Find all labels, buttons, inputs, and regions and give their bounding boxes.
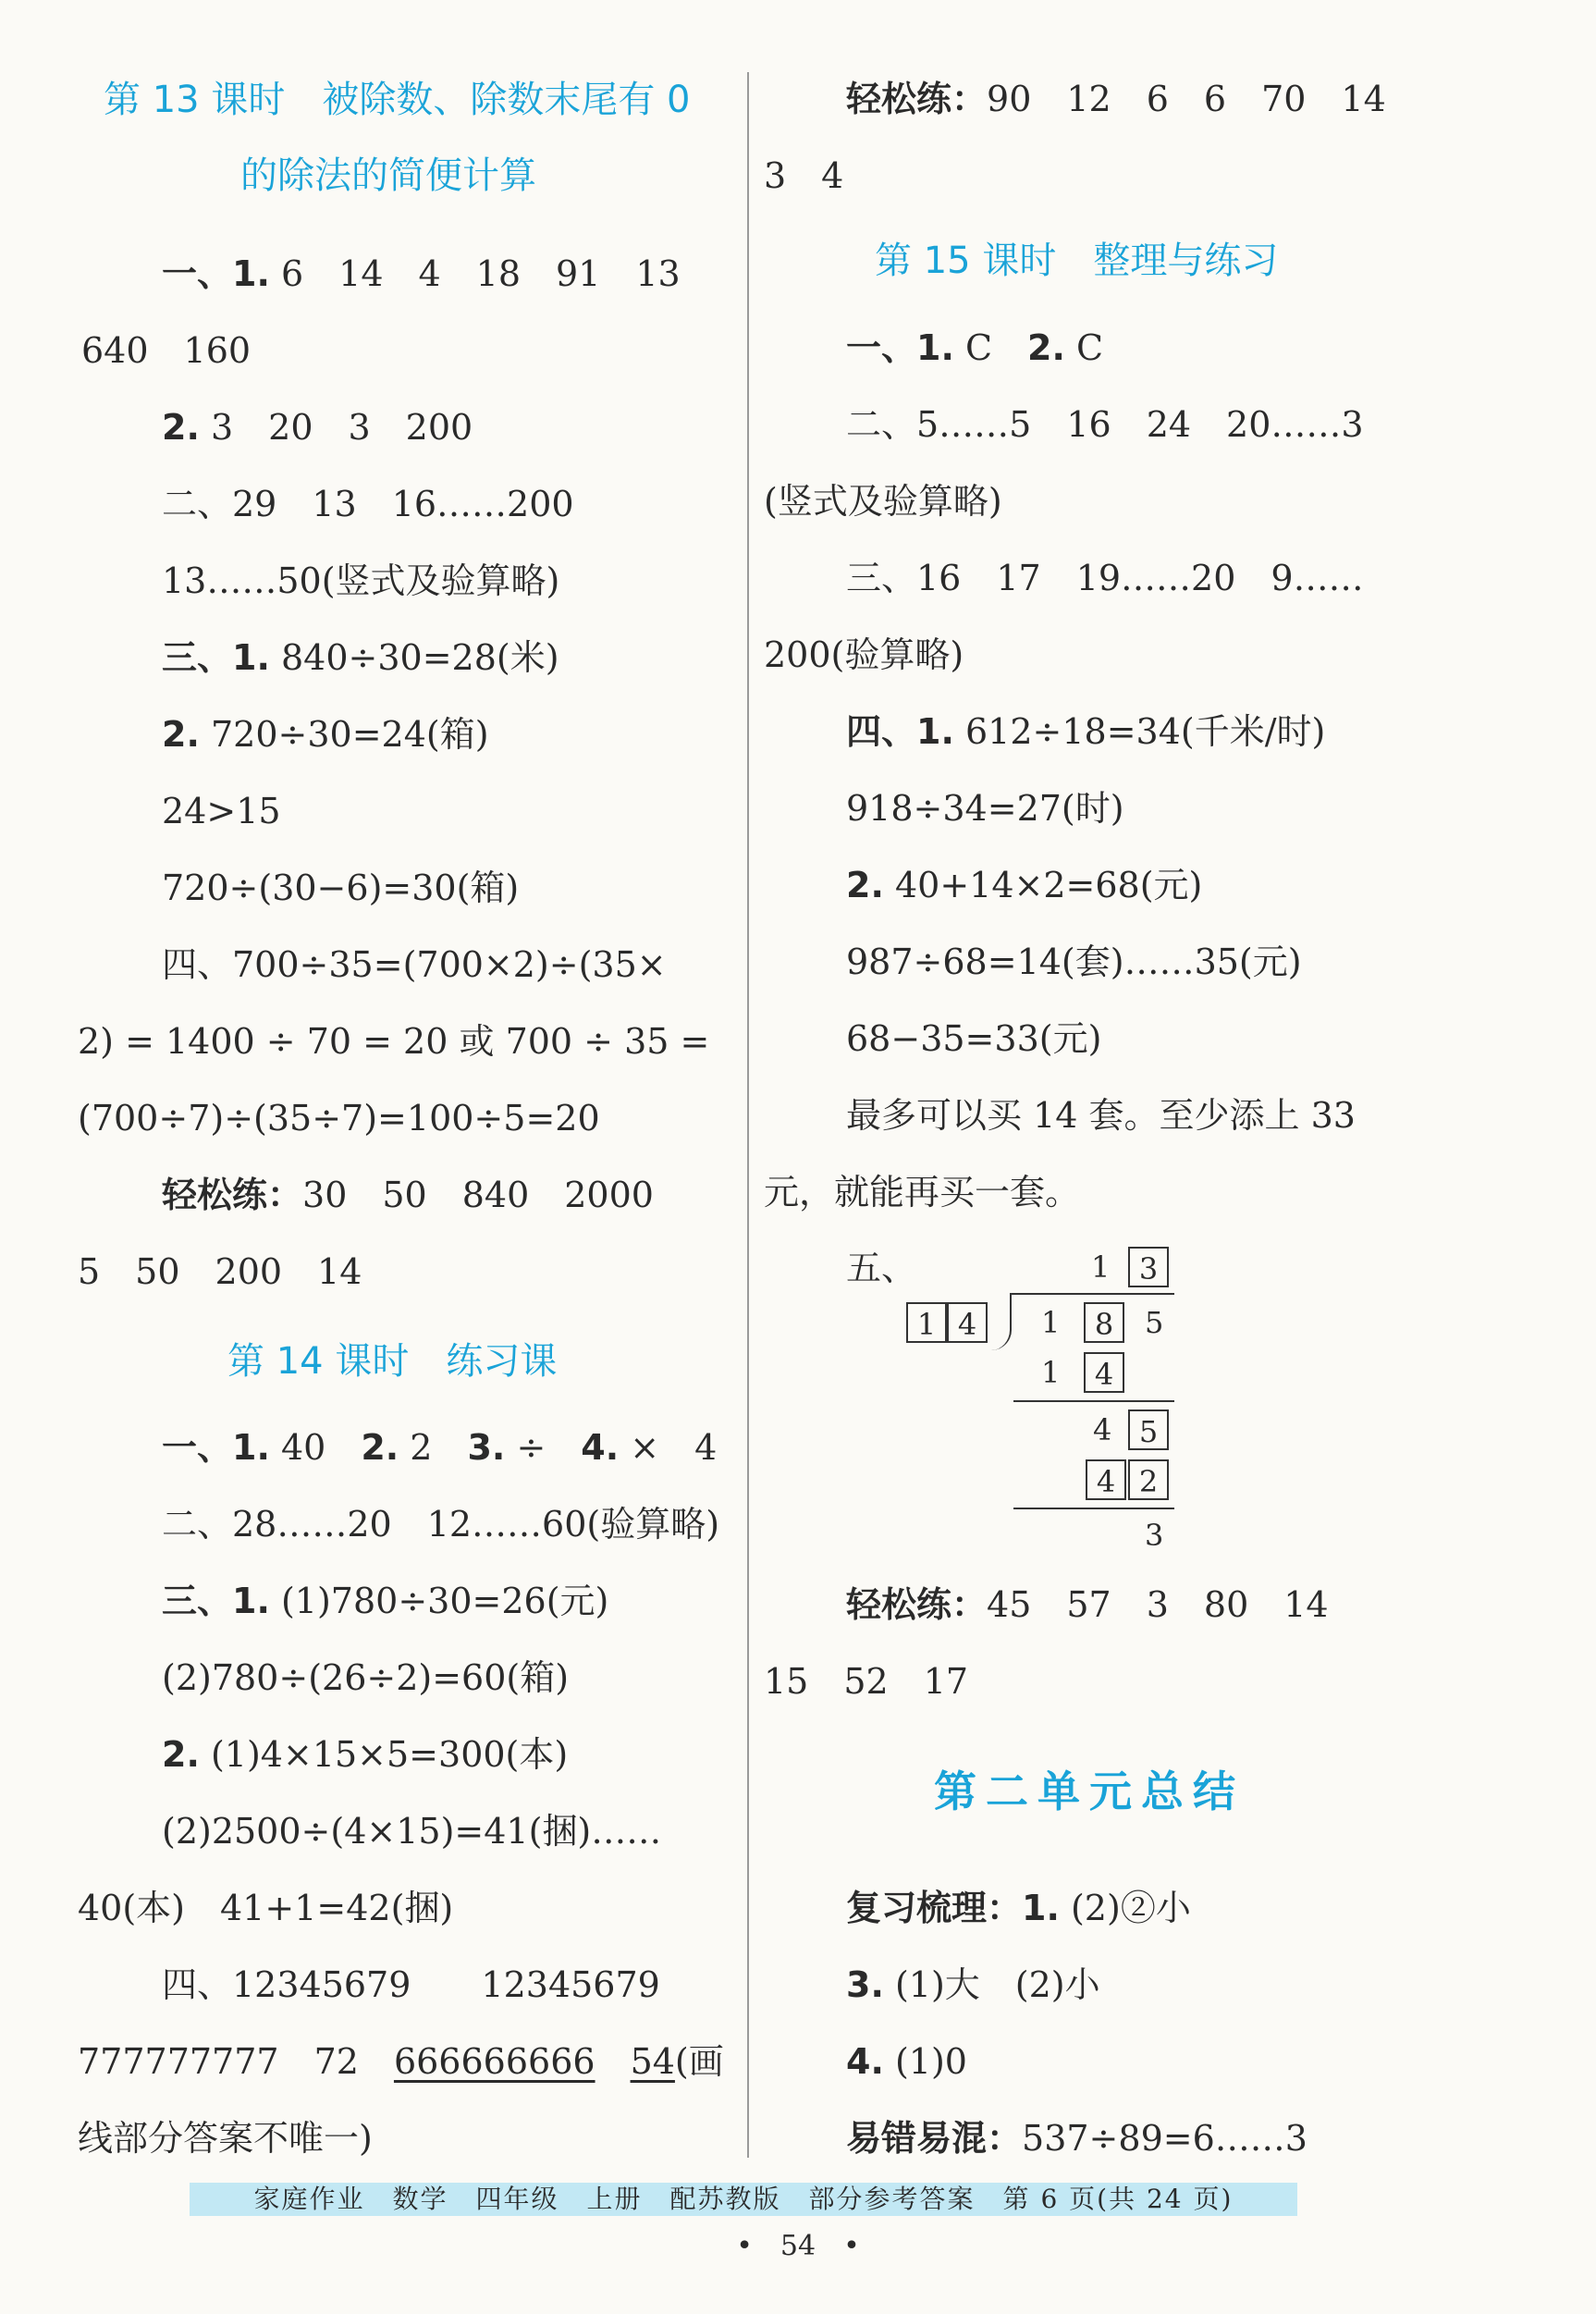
division-bracket <box>989 1293 1012 1350</box>
lesson15-q5-label: 五、 <box>846 1248 917 1288</box>
lesson14-line3: 三、1. (1)780÷30=26(元) <box>162 1581 609 1621</box>
final-remainder: 3 <box>1145 1518 1164 1553</box>
lesson13-title-line2: 的除法的简便计算 <box>240 154 536 197</box>
lesson15-line5: 200(验算略) <box>764 634 964 675</box>
quotient-box: 3 <box>1128 1247 1169 1287</box>
lesson13-line5: 13……50(竖式及验算略) <box>162 560 560 601</box>
subtract1-box: 4 <box>1084 1352 1124 1393</box>
column-divider <box>747 72 749 2158</box>
summary-line4: 易错易混：537÷89=6……3 <box>846 2118 1307 2159</box>
dividend-digit-3: 5 <box>1145 1305 1164 1340</box>
lesson13-line14: 5 50 200 14 <box>78 1251 362 1292</box>
lesson14-line1: 一、1. 40 2. 2 3. ÷ 4. × 4 <box>162 1427 718 1468</box>
remainder1-box: 5 <box>1128 1409 1169 1450</box>
lesson15-line1: 一、1. C 2. C <box>846 327 1104 368</box>
lesson14-line2: 二、28……20 12……60(验算略) <box>162 1504 720 1545</box>
dividend-box: 8 <box>1084 1302 1124 1343</box>
division-line-1 <box>1013 1400 1174 1402</box>
lesson13-line9: 720÷(30−6)=30(箱) <box>162 868 520 908</box>
division-bar <box>1010 1293 1174 1295</box>
lesson13-line8: 24>15 <box>162 791 281 831</box>
lesson13-line11: 2) = 1400 ÷ 70 = 20 或 700 ÷ 35 = <box>78 1021 710 1062</box>
right-easy-practice: 轻松练：90 12 6 6 70 14 <box>846 79 1386 119</box>
lesson15-line8: 2. 40+14×2=68(元) <box>846 865 1203 905</box>
lesson13-line6: 三、1. 840÷30=28(米) <box>162 637 559 678</box>
page-number: • 54 • <box>736 2230 860 2262</box>
lesson15-title: 第 15 课时 整理与练习 <box>875 240 1279 282</box>
lesson14-line4: (2)780÷(26÷2)=60(箱) <box>162 1657 570 1698</box>
lesson13-line10: 四、700÷35=(700×2)÷(35× <box>162 944 667 985</box>
division-line-2 <box>1013 1508 1174 1509</box>
subtract2-box-2: 2 <box>1128 1459 1169 1500</box>
lesson14-line10: 线部分答案不唯一) <box>78 2118 373 2159</box>
divisor-box-1: 1 <box>906 1302 947 1343</box>
lesson13-title-line1: 第 13 课时 被除数、除数末尾有 0 <box>104 79 691 121</box>
unit2-summary-title: 第二单元总结 <box>934 1766 1245 1816</box>
lesson15-line9: 987÷68=14(套)……35(元) <box>846 942 1302 982</box>
right-easy-practice-cont: 3 4 <box>764 155 844 196</box>
lesson15-line6: 四、1. 612÷18=34(千米/时) <box>846 711 1326 752</box>
divisor-box-2: 4 <box>947 1302 988 1343</box>
subtract2-box-1: 4 <box>1086 1459 1126 1500</box>
lesson15-line10: 68−35=33(元) <box>846 1018 1102 1059</box>
lesson13-line1: 一、1. 6 14 4 18 91 13 <box>162 253 681 294</box>
lesson13-line2: 640 160 <box>81 330 252 371</box>
remainder1-digit: 4 <box>1093 1412 1112 1447</box>
lesson14-line9: 777777777 72 666666666 54(画 <box>78 2041 724 2082</box>
lesson14-line8: 四、12345679 12345679 <box>162 1964 660 2005</box>
summary-line1: 复习梳理：1. (2)②小 <box>846 1888 1191 1928</box>
lesson13-line3: 2. 3 20 3 200 <box>162 407 473 448</box>
lesson14-title: 第 14 课时 练习课 <box>227 1340 558 1383</box>
lesson13-line12: (700÷7)÷(35÷7)=100÷5=20 <box>78 1098 600 1139</box>
lesson14-line5: 2. (1)4×15×5=300(本) <box>162 1734 569 1775</box>
footer-text: 家庭作业 数学 四年级 上册 配苏教版 部分参考答案 第 6 页(共 24 页) <box>253 2184 1234 2214</box>
quotient-digit: 1 <box>1091 1249 1111 1285</box>
lesson13-line7: 2. 720÷30=24(箱) <box>162 714 489 755</box>
lesson13-line4: 二、29 13 16……200 <box>162 484 574 524</box>
summary-line3: 4. (1)0 <box>846 2041 967 2082</box>
footer-bar <box>190 2183 1297 2216</box>
lesson15-easy-practice-cont: 15 52 17 <box>764 1661 969 1702</box>
lesson15-line7: 918÷34=27(时) <box>846 788 1124 829</box>
lesson13-easy-practice: 轻松练：30 50 840 2000 <box>162 1175 654 1215</box>
subtract1-digit: 1 <box>1041 1355 1061 1390</box>
dividend-digit-1: 1 <box>1041 1305 1061 1340</box>
summary-line2: 3. (1)大 (2)小 <box>846 1964 1100 2005</box>
lesson15-easy-practice: 轻松练：45 57 3 80 14 <box>846 1584 1329 1625</box>
lesson15-line4: 三、16 17 19……20 9…… <box>846 558 1364 598</box>
lesson14-line6: (2)2500÷(4×15)=41(捆)…… <box>162 1811 662 1852</box>
lesson15-line2: 二、5……5 16 24 20……3 <box>846 404 1364 445</box>
lesson14-line7: 40(本) 41+1=42(捆) <box>78 1888 454 1928</box>
lesson15-line3: (竖式及验算略) <box>764 481 1002 522</box>
lesson15-line12: 元，就能再买一套。 <box>764 1172 1081 1212</box>
lesson15-line11: 最多可以买 14 套。至少添上 33 <box>846 1095 1356 1136</box>
